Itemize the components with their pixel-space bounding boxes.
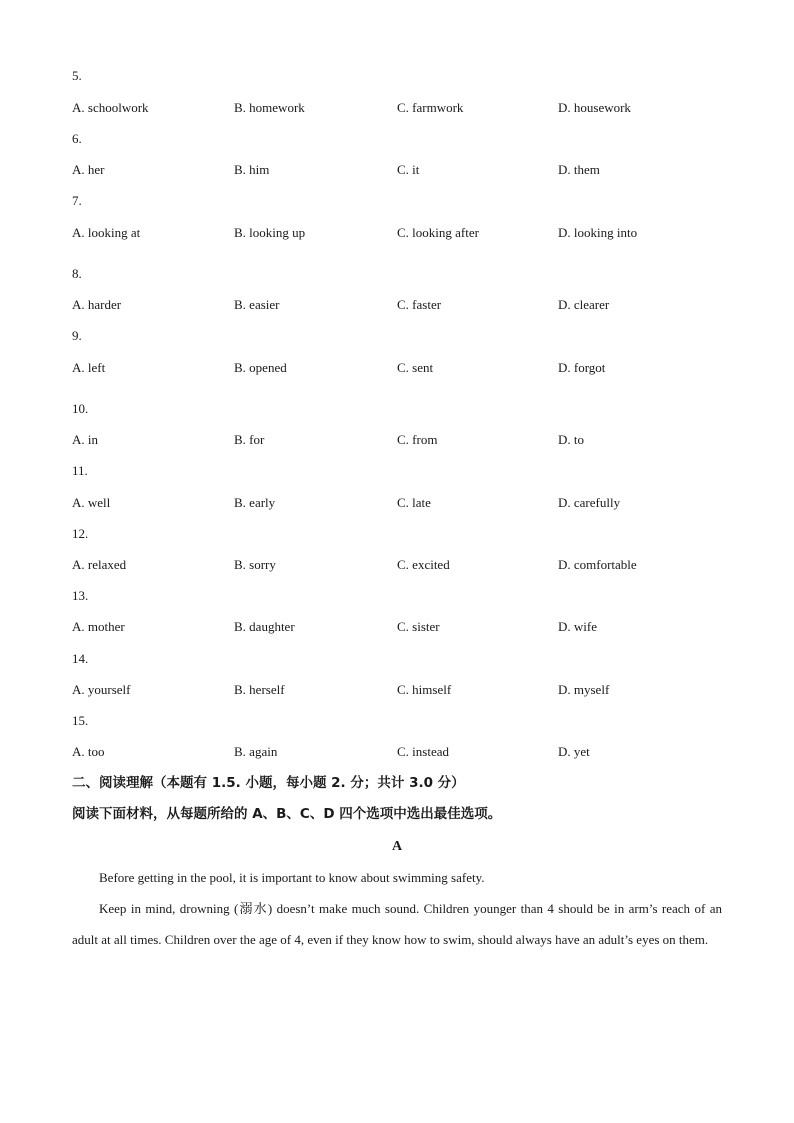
option-a: A. yourself: [72, 682, 131, 697]
option-c: C. instead: [397, 744, 449, 759]
option-a: A. schoolwork: [72, 100, 149, 115]
option-a: A. mother: [72, 619, 125, 634]
option-b: B. early: [234, 495, 276, 510]
option-c: C. faster: [397, 297, 442, 312]
option-b: B. again: [234, 744, 278, 759]
option-c: C. it: [397, 162, 420, 177]
option-b: B. looking up: [234, 225, 306, 240]
passage-paragraph: Before getting in the pool, it is important to know about swimming safety.: [99, 870, 485, 885]
option-c: C. farmwork: [397, 100, 464, 115]
option-d: D. housework: [558, 100, 631, 115]
option-c: C. looking after: [397, 225, 479, 240]
option-d: D. yet: [558, 744, 590, 759]
option-a: A. her: [72, 162, 105, 177]
option-d: D. to: [558, 432, 584, 447]
option-b: B. sorry: [234, 557, 276, 572]
option-c: C. sent: [397, 360, 434, 375]
option-d: D. wife: [558, 619, 597, 634]
option-b: B. easier: [234, 297, 280, 312]
option-b: B. for: [234, 432, 265, 447]
question-number: 15.: [72, 713, 89, 728]
passage-paragraph: Keep in mind, drowning (溺水) doesn’t make much sound. Children younger than 4 should be in arm’s reach of an adult at all times. Children over the age of 4, even if they know how to swim, should always have an adult’s eyes on them.: [72, 901, 722, 947]
passage-letter: A: [391, 839, 403, 854]
question-number: 12.: [72, 526, 89, 541]
question-number: 6.: [72, 131, 82, 146]
passage-body: [72, 862, 722, 955]
option-c: C. excited: [397, 557, 450, 572]
option-b: B. him: [234, 162, 270, 177]
question-number: 9.: [72, 328, 82, 343]
section-instruction: 阅读下面材料，从每题所给的 A、B、C、D 四个选项中选出最佳选项。: [72, 806, 502, 822]
question-number: 10.: [72, 401, 89, 416]
option-b: B. opened: [234, 360, 287, 375]
option-d: D. myself: [558, 682, 610, 697]
option-d: D. them: [558, 162, 600, 177]
option-a: A. in: [72, 432, 98, 447]
option-a: A. left: [72, 360, 106, 375]
question-number: 5.: [72, 68, 82, 83]
option-a: A. well: [72, 495, 111, 510]
option-c: C. himself: [397, 682, 452, 697]
option-b: B. homework: [234, 100, 305, 115]
option-c: C. late: [397, 495, 431, 510]
question-number: 13.: [72, 588, 89, 603]
question-number: 11.: [72, 463, 88, 478]
option-d: D. forgot: [558, 360, 606, 375]
option-d: D. looking into: [558, 225, 638, 240]
option-b: B. daughter: [234, 619, 295, 634]
option-a: A. relaxed: [72, 557, 127, 572]
option-c: C. sister: [397, 619, 440, 634]
option-b: B. herself: [234, 682, 285, 697]
question-number: 8.: [72, 266, 82, 281]
question-number: 7.: [72, 193, 82, 208]
option-d: D. clearer: [558, 297, 610, 312]
option-d: D. carefully: [558, 495, 621, 510]
option-a: A. too: [72, 744, 105, 759]
section-title: 二、阅读理解（本题有 1.5. 小题，每小题 2. 分；共计 3.0 分）: [72, 775, 465, 791]
option-d: D. comfortable: [558, 557, 637, 572]
option-c: C. from: [397, 432, 438, 447]
option-a: A. looking at: [72, 225, 141, 240]
option-a: A. harder: [72, 297, 122, 312]
question-number: 14.: [72, 651, 89, 666]
